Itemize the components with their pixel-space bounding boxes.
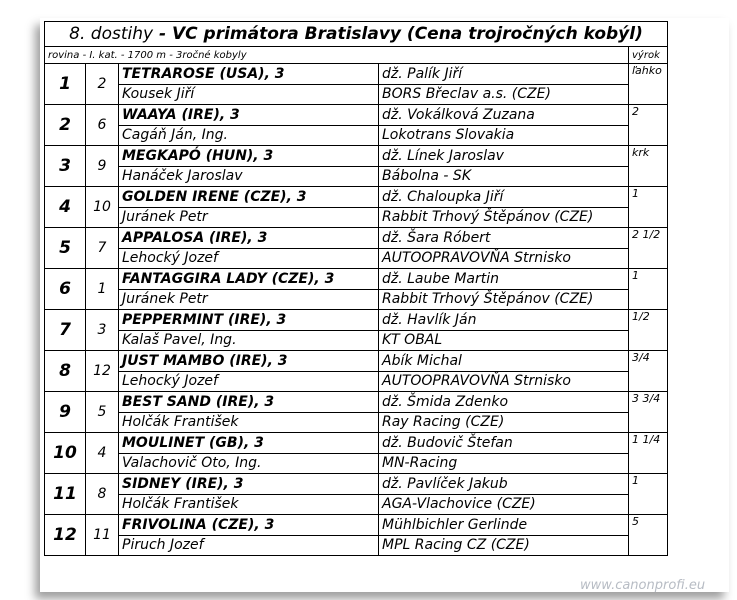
trainer-name: Piruch Jozef (119, 535, 379, 556)
owner-name: Rabbit Trhový Štěpánov (CZE) (379, 207, 629, 228)
result-row (45, 146, 668, 167)
jockey-name: Mühlbichler Gerlinde (379, 515, 629, 536)
owner-name: Bábolna - SK (379, 166, 629, 187)
finish-place: 3 (45, 146, 86, 187)
finish-place: 2 (45, 105, 86, 146)
horse-name: GOLDEN IRENE (CZE), 3 (119, 187, 379, 208)
trainer-name: Juránek Petr (119, 207, 379, 228)
trainer-name: Holčák František (119, 494, 379, 515)
start-number: 11 (86, 515, 119, 556)
horse-name: BEST SAND (IRE), 3 (119, 392, 379, 413)
start-number: 6 (86, 105, 119, 146)
start-number: 2 (86, 64, 119, 105)
result-row (45, 392, 668, 413)
trainer-name: Juránek Petr (119, 289, 379, 310)
owner-name: AUTOOPRAVOVŇA Strnisko (379, 248, 629, 269)
owner-name: Rabbit Trhový Štěpánov (CZE) (379, 289, 629, 310)
race-title (45, 22, 668, 47)
horse-name: PEPPERMINT (IRE), 3 (119, 310, 379, 331)
title-separator: - (153, 24, 172, 44)
finish-place: 1 (45, 64, 86, 105)
horse-name: APPALOSA (IRE), 3 (119, 228, 379, 249)
result-row (45, 433, 668, 454)
result-row (45, 515, 668, 536)
result-row (45, 269, 668, 290)
winning-margin: 3 3/4 (629, 392, 668, 433)
winning-margin: 1 (629, 269, 668, 310)
finish-place: 5 (45, 228, 86, 269)
owner-name: KT OBAL (379, 330, 629, 351)
finish-place: 11 (45, 474, 86, 515)
horse-name: MOULINET (GB), 3 (119, 433, 379, 454)
result-row-details (45, 125, 668, 146)
result-row (45, 351, 668, 372)
watermark: www.canonprofi.eu (580, 578, 706, 593)
horse-name: SIDNEY (IRE), 3 (119, 474, 379, 495)
result-row (45, 310, 668, 331)
owner-name: Lokotrans Slovakia (379, 125, 629, 146)
start-number: 12 (86, 351, 119, 392)
result-row-details (45, 207, 668, 228)
winning-margin: krk (629, 146, 668, 187)
race-info: rovina - I. kat. - 1700 m - 3ročné kobyly (45, 47, 629, 64)
jockey-name: dž. Chaloupka Jiří (379, 187, 629, 208)
result-row-details (45, 453, 668, 474)
jockey-name: dž. Pavlíček Jakub (379, 474, 629, 495)
owner-name: BORS Břeclav a.s. (CZE) (379, 84, 629, 105)
winning-margin: 2 (629, 105, 668, 146)
race-results-table (44, 21, 668, 556)
result-row-details (45, 166, 668, 187)
trainer-name: Lehocký Jozef (119, 371, 379, 392)
result-row (45, 228, 668, 249)
jockey-name: dž. Vokálková Zuzana (379, 105, 629, 126)
race-name: VC primátora Bratislavy (Cena trojročných kobýl) (171, 24, 643, 44)
result-row (45, 105, 668, 126)
horse-name: JUST MAMBO (IRE), 3 (119, 351, 379, 372)
result-row-details (45, 412, 668, 433)
winning-margin: 1 (629, 187, 668, 228)
finish-place: 4 (45, 187, 86, 228)
jockey-name: dž. Havlík Ján (379, 310, 629, 331)
horse-name: FANTAGGIRA LADY (CZE), 3 (119, 269, 379, 290)
trainer-name: Kousek Jiří (119, 84, 379, 105)
trainer-name: Valachovič Oto, Ing. (119, 453, 379, 474)
start-number: 8 (86, 474, 119, 515)
finish-place: 8 (45, 351, 86, 392)
trainer-name: Holčák František (119, 412, 379, 433)
winning-margin: 1 1/4 (629, 433, 668, 474)
owner-name: MN-Racing (379, 453, 629, 474)
trainer-name: Hanáček Jaroslav (119, 166, 379, 187)
start-number: 5 (86, 392, 119, 433)
jockey-name: dž. Laube Martin (379, 269, 629, 290)
winning-margin: 2 1/2 (629, 228, 668, 269)
result-row (45, 187, 668, 208)
result-row-details (45, 289, 668, 310)
result-row-details (45, 535, 668, 556)
finish-place: 9 (45, 392, 86, 433)
start-number: 9 (86, 146, 119, 187)
jockey-name: Abík Michal (379, 351, 629, 372)
margin-header: výrok (629, 47, 668, 64)
result-row-details (45, 248, 668, 269)
finish-place: 12 (45, 515, 86, 556)
finish-place: 6 (45, 269, 86, 310)
owner-name: Ray Racing (CZE) (379, 412, 629, 433)
result-row (45, 474, 668, 495)
result-row-details (45, 330, 668, 351)
jockey-name: dž. Línek Jaroslav (379, 146, 629, 167)
trainer-name: Lehocký Jozef (119, 248, 379, 269)
trainer-name: Kalaš Pavel, Ing. (119, 330, 379, 351)
jockey-name: dž. Šara Róbert (379, 228, 629, 249)
winning-margin: 3/4 (629, 351, 668, 392)
result-row-details (45, 84, 668, 105)
start-number: 4 (86, 433, 119, 474)
start-number: 7 (86, 228, 119, 269)
start-number: 10 (86, 187, 119, 228)
horse-name: WAAYA (IRE), 3 (119, 105, 379, 126)
race-number-label: 8. dostihy (69, 24, 154, 44)
result-row-details (45, 494, 668, 515)
winning-margin: ľahko (629, 64, 668, 105)
owner-name: AUTOOPRAVOVŇA Strnisko (379, 371, 629, 392)
horse-name: MEGKAPÓ (HUN), 3 (119, 146, 379, 167)
start-number: 3 (86, 310, 119, 351)
winning-margin: 1/2 (629, 310, 668, 351)
jockey-name: dž. Palík Jiří (379, 64, 629, 85)
jockey-name: dž. Šmida Zdenko (379, 392, 629, 413)
horse-name: TETRAROSE (USA), 3 (119, 64, 379, 85)
winning-margin: 5 (629, 515, 668, 556)
owner-name: MPL Racing CZ (CZE) (379, 535, 629, 556)
trainer-name: Cagáň Ján, Ing. (119, 125, 379, 146)
finish-place: 7 (45, 310, 86, 351)
result-row-details (45, 371, 668, 392)
horse-name: FRIVOLINA (CZE), 3 (119, 515, 379, 536)
jockey-name: dž. Budovič Štefan (379, 433, 629, 454)
result-row (45, 64, 668, 85)
owner-name: AGA-Vlachovice (CZE) (379, 494, 629, 515)
winning-margin: 1 (629, 474, 668, 515)
finish-place: 10 (45, 433, 86, 474)
start-number: 1 (86, 269, 119, 310)
